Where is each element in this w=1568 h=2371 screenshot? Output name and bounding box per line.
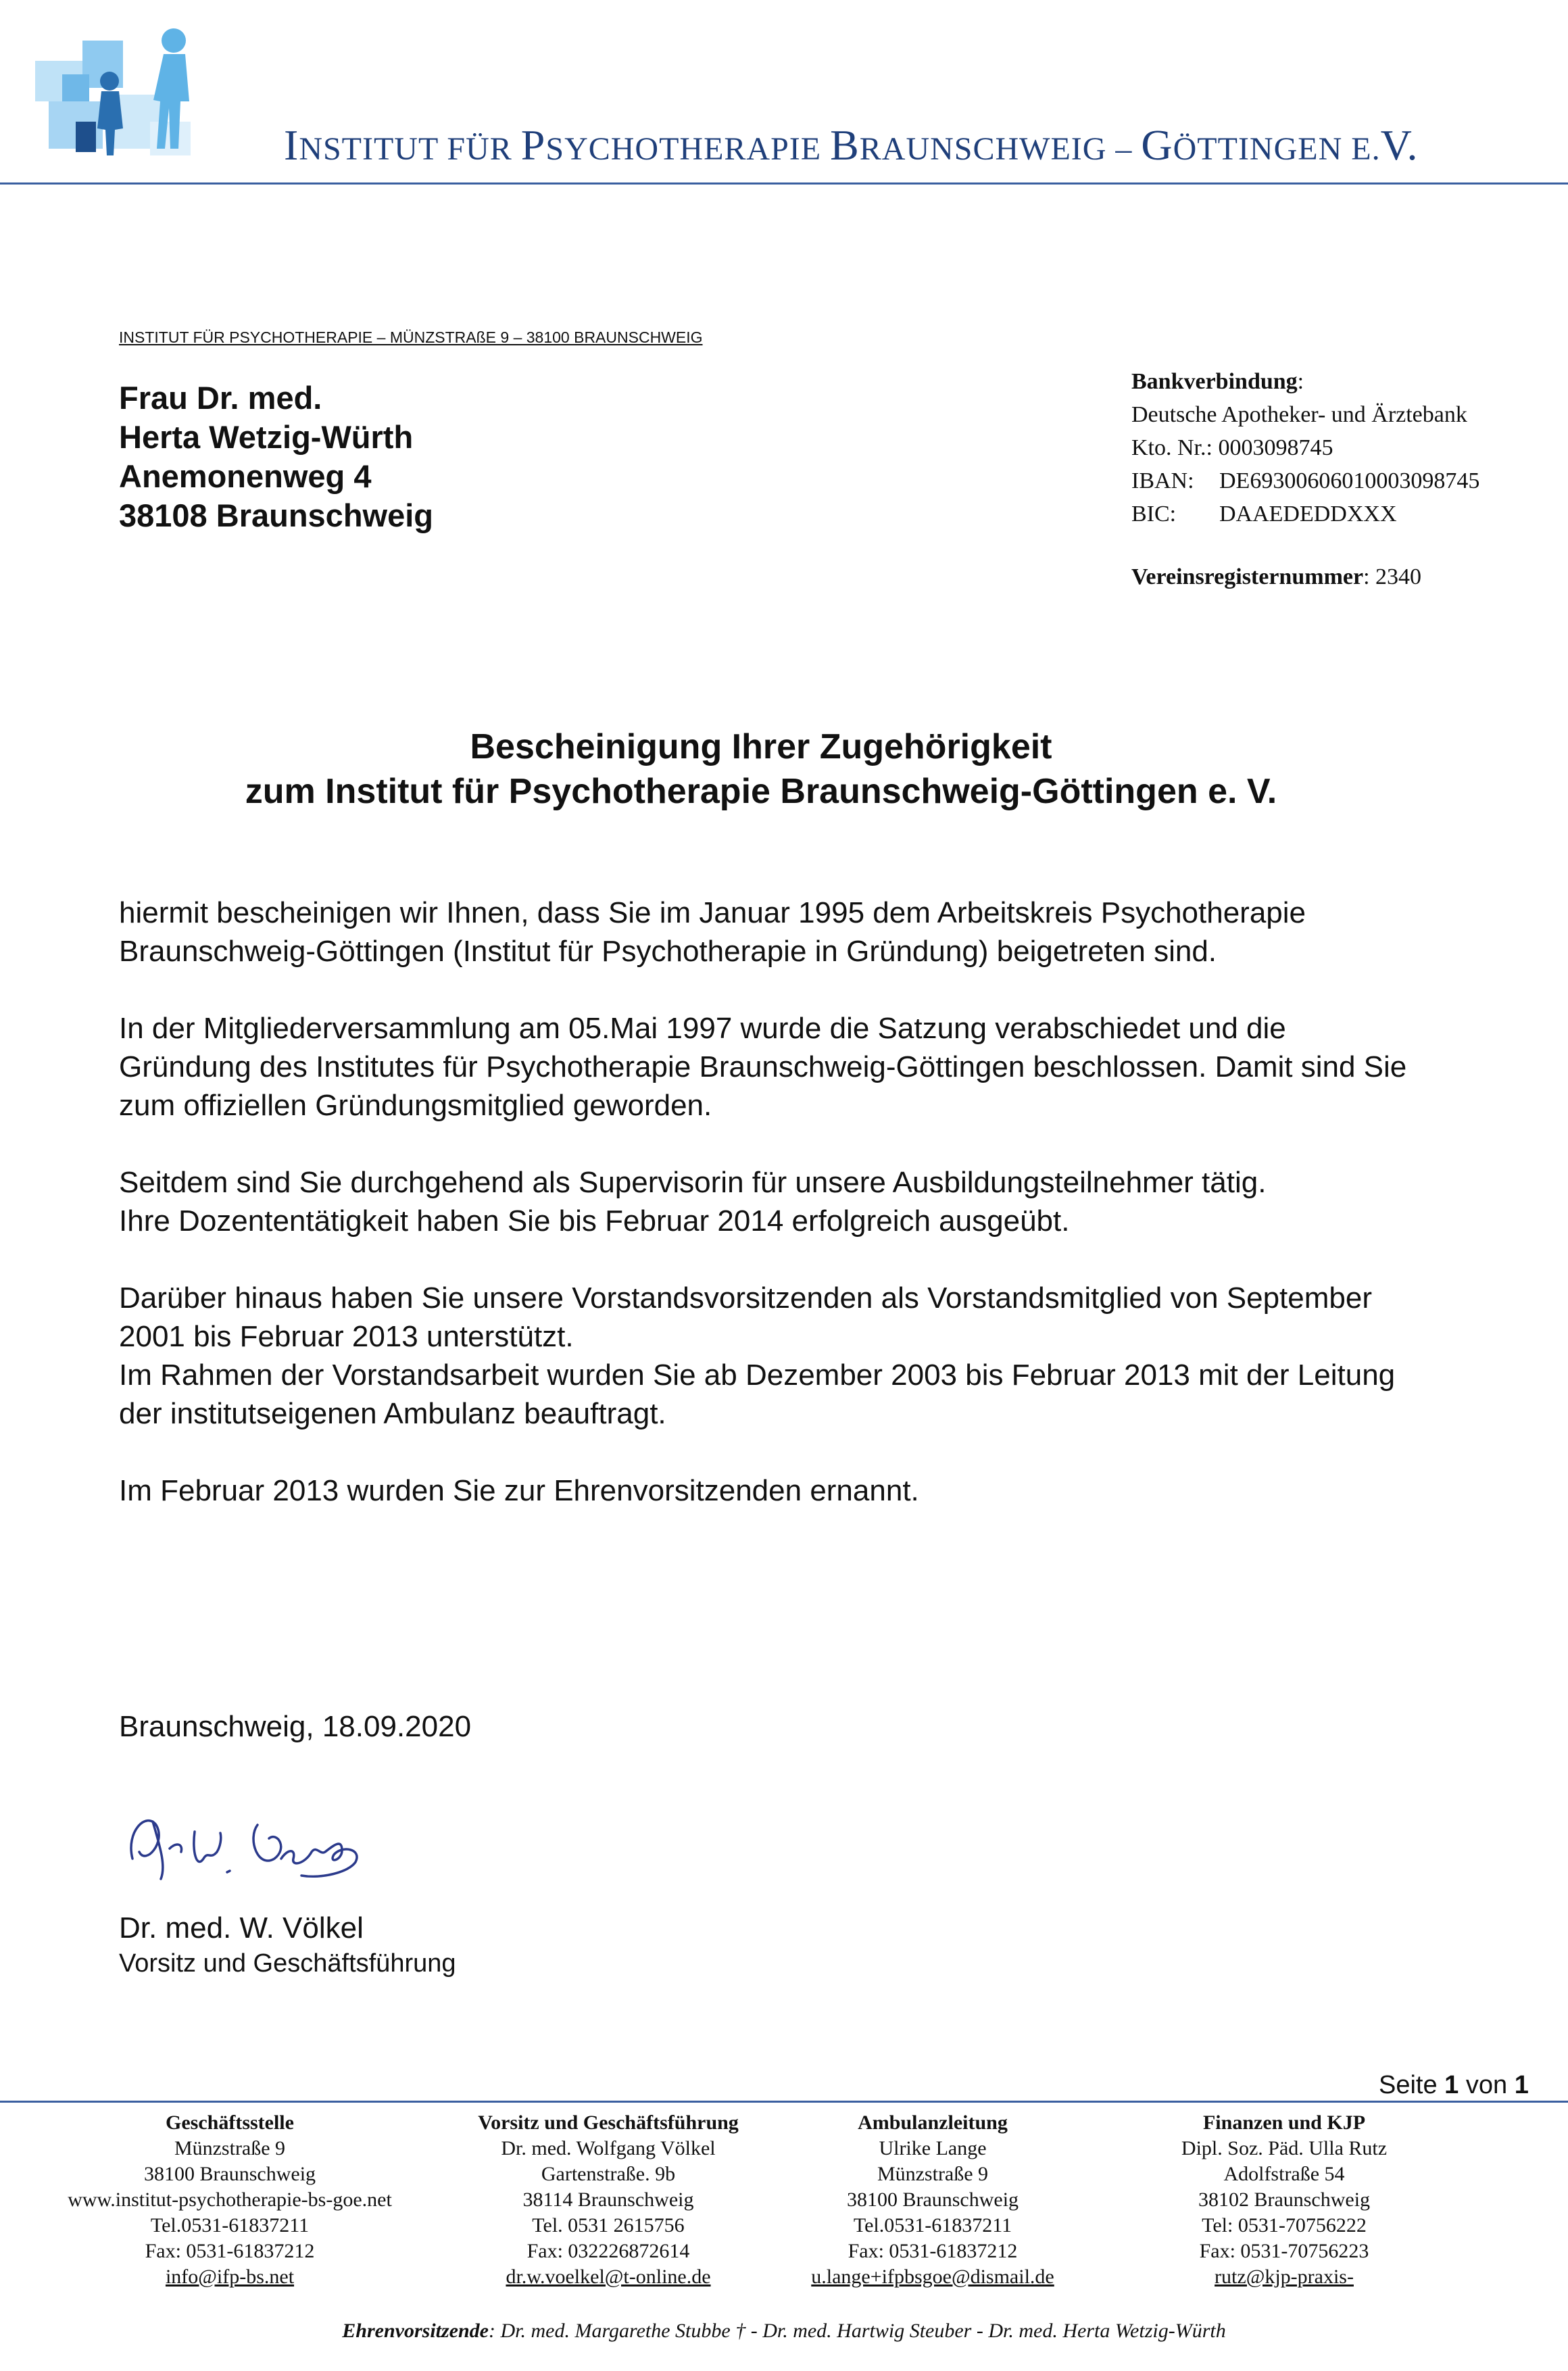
- title-segment: SYCHOTHERAPIE: [545, 131, 831, 167]
- title-segment: RAUNSCHWEIG –: [859, 131, 1142, 167]
- footer-line: Tel: 0531-70756222: [1202, 2214, 1367, 2236]
- footer-column-heading: Finanzen und KJP: [1202, 2111, 1366, 2134]
- institute-logo: [35, 20, 204, 166]
- body-paragraph: [119, 1163, 1410, 1240]
- title-segment: I: [284, 121, 299, 169]
- logo-tile-dark: [76, 122, 96, 152]
- footer-line: 38114 Braunschweig: [522, 2189, 694, 2211]
- bank-heading-label: Bankverbindung: [1131, 369, 1298, 394]
- footer-line: Dr. med. Wolfgang Völkel: [501, 2137, 716, 2159]
- sender-address-line: INSTITUT FÜR PSYCHOTHERAPIE – MÜNZSTRAßE 9 – 38100 BRAUNSCHWEIG: [119, 328, 703, 346]
- footer-line: Dipl. Soz. Päd. Ulla Rutz: [1181, 2137, 1388, 2159]
- footer-line: Münzstraße 9: [174, 2137, 286, 2159]
- footer-email-link[interactable]: rutz@kjp-praxis-: [1215, 2266, 1354, 2288]
- footer-line: Tel. 0531 2615756: [532, 2214, 685, 2236]
- footer-column-chair: [433, 2110, 784, 2290]
- title-segment: ÖTTINGEN E.: [1173, 131, 1381, 167]
- body-sentence: Darüber hinaus haben Sie unsere Vorstandsvorsitzenden als Vorstandsmitglied von September 2001 bis Februar 2013 unterstützt.: [119, 1281, 1372, 1353]
- body-sentence: Im Rahmen der Vorstandsarbeit wurden Sie ab Dezember 2003 bis Februar 2013 mit der Leitung der institutseigenen Ambulanz beauftragt.: [119, 1359, 1396, 1430]
- body-paragraph: [119, 1279, 1410, 1433]
- letter-body: [119, 894, 1410, 1510]
- footer-column-finance: [1108, 2110, 1460, 2290]
- title-segment: V.: [1380, 121, 1419, 169]
- bank-iban-row: [1131, 464, 1537, 497]
- page-total: 1: [1514, 2071, 1529, 2099]
- recipient-line: Frau Dr. med.: [119, 380, 322, 416]
- header-rule: [0, 182, 1568, 185]
- footer-line: Fax: 0531-61837212: [145, 2240, 315, 2262]
- bank-heading: [1131, 365, 1537, 398]
- footer-column-office: [41, 2110, 419, 2290]
- footer-line: Fax: 0531-61837212: [848, 2240, 1018, 2262]
- title-segment: NSTITUT FÜR: [299, 131, 521, 167]
- footer-column-heading: Geschäftsstelle: [166, 2111, 294, 2134]
- title-segment: B: [830, 121, 860, 169]
- bank-details: [1131, 365, 1537, 593]
- place-date: Braunschweig, 18.09.2020: [119, 1710, 472, 1743]
- bank-name: Deutsche Apotheker- und Ärztebank: [1131, 402, 1467, 427]
- page-current: 1: [1444, 2071, 1459, 2099]
- logo-figure-head-small: [100, 72, 119, 91]
- title-segment: P: [520, 121, 546, 169]
- footer-line: Gartenstraße. 9b: [541, 2163, 676, 2185]
- logo-tile: [62, 74, 89, 101]
- honorary-names: : Dr. med. Margarethe Stubbe † - Dr. med. Hartwig Steuber - Dr. med. Herta Wetzig-Würth: [488, 2320, 1226, 2342]
- handwritten-signature: [119, 1784, 389, 1906]
- register-row: [1131, 560, 1537, 593]
- signer-name: Dr. med. W. Völkel: [119, 1911, 364, 1945]
- recipient-line: 38108 Braunschweig: [119, 497, 433, 533]
- footer-column-clinic: [784, 2110, 1081, 2290]
- page-middle: von: [1459, 2071, 1515, 2099]
- footer-line: 38100 Braunschweig: [143, 2163, 316, 2185]
- footer-line: Fax: 0531-70756223: [1199, 2240, 1369, 2262]
- recipient-line: Anemonenweg 4: [119, 458, 372, 494]
- footer-email-link[interactable]: info@ifp-bs.net: [165, 2266, 295, 2288]
- iban-value: DE69300606010003098745: [1219, 468, 1480, 493]
- recipient-address: [119, 378, 433, 535]
- bank-bic-row: [1131, 497, 1537, 531]
- footer-column-heading: Vorsitz und Geschäftsführung: [478, 2111, 739, 2134]
- body-paragraph: Im Februar 2013 wurden Sie zur Ehrenvorsitzenden ernannt.: [119, 1474, 919, 1507]
- signature-stroke-surname: [253, 1825, 357, 1876]
- footer-rule: [0, 2101, 1568, 2103]
- body-paragraph: In der Mitgliederversammlung am 05.Mai 1997 wurde die Satzung verabschiedet und die Gründung des Institutes für Psychotherapie Braunschweig-Göttingen beschlossen. Damit sind Sie zum offiziellen Gründungsmitglied geworden.: [119, 1012, 1407, 1122]
- bic-label: BIC:: [1131, 502, 1177, 527]
- footer-line: Adolfstraße 54: [1223, 2163, 1345, 2185]
- body-paragraph: hiermit bescheinigen wir Ihnen, dass Sie im Januar 1995 dem Arbeitskreis Psychotherapie Braunschweig-Göttingen (Institut für Psychotherapie in Gründung) beigetreten sind.: [119, 896, 1306, 968]
- footer-line: Ulrike Lange: [879, 2137, 987, 2159]
- footer-line: www.institut-psychotherapie-bs-goe.net: [68, 2189, 392, 2211]
- register-label: Vereinsregisternummer: [1131, 564, 1364, 589]
- honorary-label: Ehrenvorsitzende: [342, 2320, 489, 2342]
- footer-line: Tel.0531-61837211: [853, 2214, 1012, 2236]
- logo-figure-head: [162, 28, 186, 53]
- bank-account: Kto. Nr.: 0003098745: [1131, 435, 1333, 460]
- footer-line: Münzstraße 9: [877, 2163, 989, 2185]
- body-sentence: Ihre Dozententätigkeit haben Sie bis Februar 2014 erfolgreich ausgeübt.: [119, 1204, 1070, 1238]
- footer-column-heading: Ambulanzleitung: [858, 2111, 1008, 2134]
- institute-title: [284, 120, 1419, 170]
- footer-line: Tel.0531-61837211: [150, 2214, 310, 2236]
- recipient-line: Herta Wetzig-Würth: [119, 419, 414, 455]
- body-sentence: Seitdem sind Sie durchgehend als Supervisorin für unsere Ausbildungsteilnehmer tätig.: [119, 1166, 1267, 1199]
- page-number: [1379, 2071, 1529, 2100]
- bank-heading-suffix: :: [1297, 369, 1304, 394]
- subject-line: Bescheinigung Ihrer Zugehörigkeit: [470, 727, 1052, 766]
- register-value: : 2340: [1363, 564, 1422, 589]
- signer-role: Vorsitz und Geschäftsführung: [119, 1949, 456, 1978]
- bic-value: DAAEDEDDXXX: [1219, 502, 1397, 527]
- footer-line: 38100 Braunschweig: [846, 2189, 1019, 2211]
- title-segment: G: [1141, 121, 1173, 169]
- footer-email-link[interactable]: dr.w.voelkel@t-online.de: [506, 2266, 711, 2288]
- page-prefix: Seite: [1379, 2071, 1445, 2099]
- footer-line: 38102 Braunschweig: [1198, 2189, 1371, 2211]
- footer-line: Fax: 032226872614: [526, 2240, 690, 2262]
- iban-label: IBAN:: [1131, 468, 1194, 493]
- letter-subject: [119, 725, 1403, 814]
- honorary-chairs: [203, 2320, 1365, 2343]
- signature-stroke-initials: [131, 1821, 230, 1879]
- footer-email-link[interactable]: u.lange+ifpbsgoe@dismail.de: [811, 2266, 1054, 2288]
- subject-line: zum Institut für Psychotherapie Braunschweig-Göttingen e. V.: [245, 772, 1277, 811]
